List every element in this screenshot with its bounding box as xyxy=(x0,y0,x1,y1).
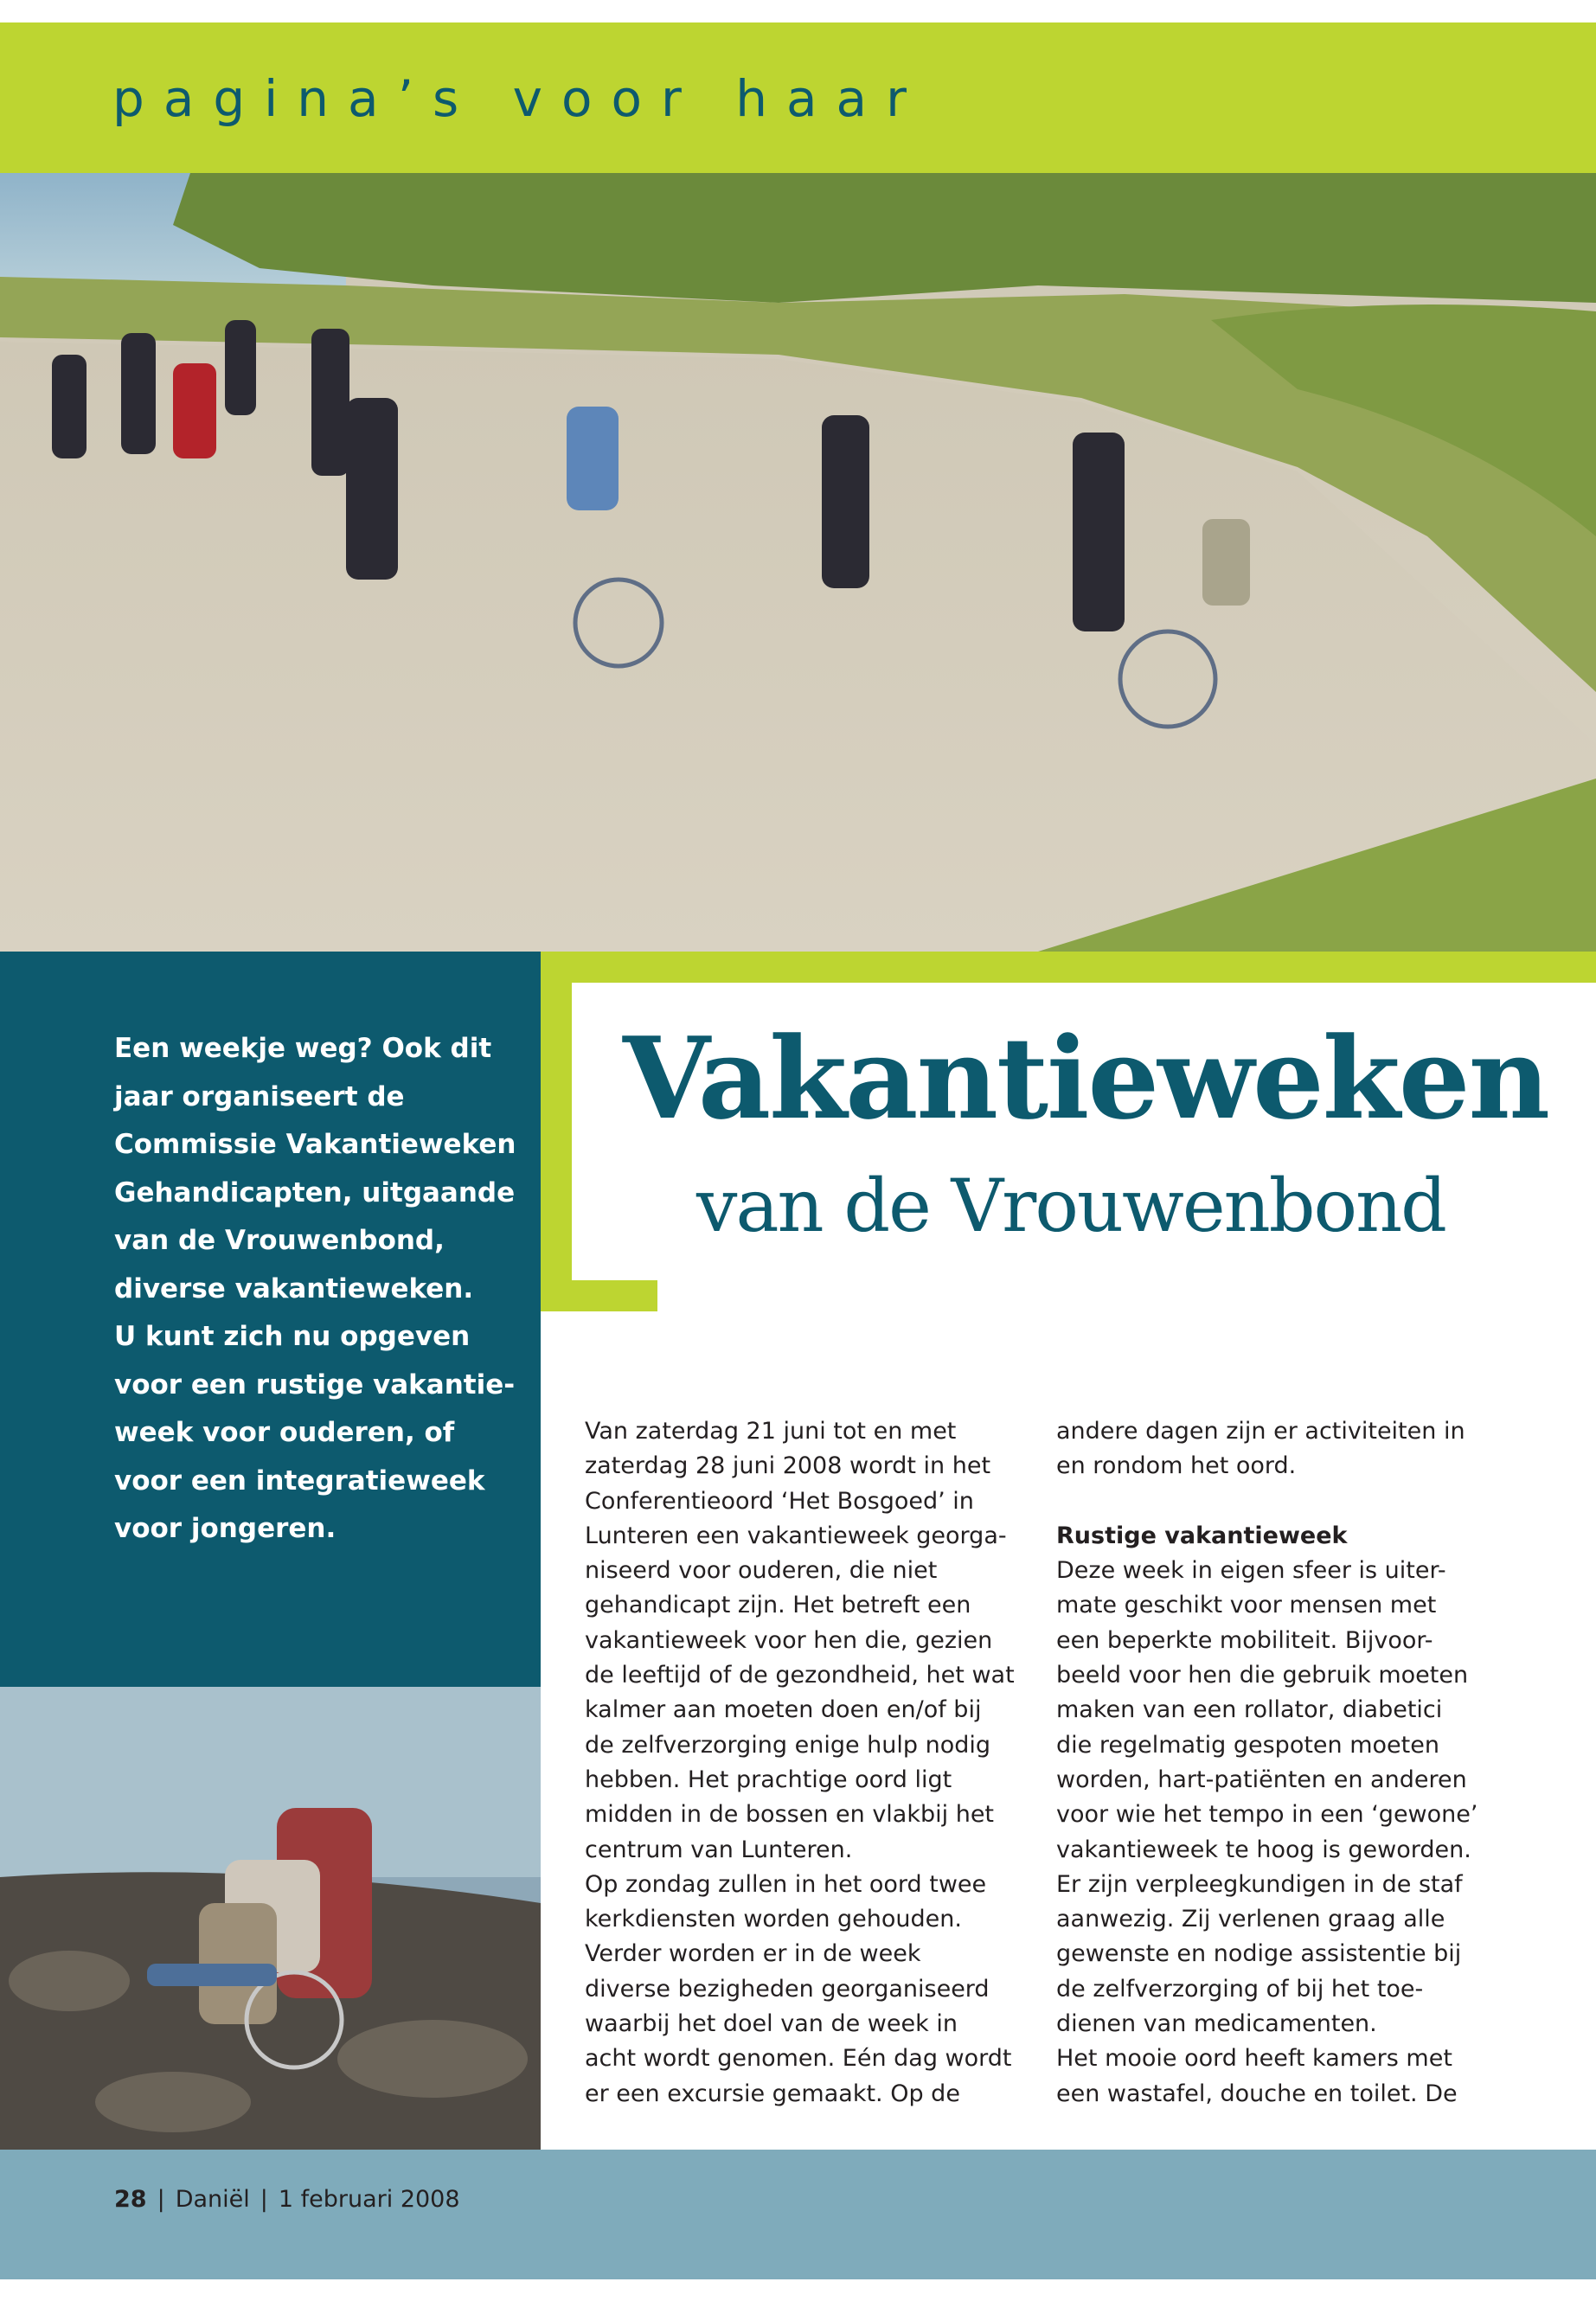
footer-band xyxy=(0,2150,1596,2279)
col2-intro: andere dagen zijn er activiteiten in en rondom het oord. xyxy=(1056,1418,1465,1480)
article-title: Vakantieweken xyxy=(623,1012,1549,1144)
footer-separator: | xyxy=(157,2186,165,2213)
section-label: pagina’s voor haar xyxy=(112,69,926,128)
title-bracket-horizontal xyxy=(541,1280,657,1311)
col2-body: Deze week in eigen sfeer is uiter- mate geschikt voor mensen met een beperkte mobiliteit. Bijvoor- beeld voor hen die gebruik moeten maken van een rollator, diabetici die regelmatig gespoten moeten worden, hart-patiënten en anderen voor wie het tempo in een ‘gewone’ vakantieweek te hoog is geworden. Er zijn verpleegkundigen in de staf aanwezig. Zij verlenen graag alle gewenste en nodige assistentie bij de zelfverzorging of bij het toe- dienen van medicamenten. Het mooie oord heeft kamers met een wastafel, douche en toilet. De xyxy=(1056,1557,1478,2107)
footer xyxy=(114,2186,460,2213)
intro-text: Een weekje weg? Ook dit jaar organiseert de Commissie Vakantieweken Gehandicapten, uitgaande van de Vrouwenbond, diverse vakantieweken. U kunt zich nu opgeven voor een rustige vakantie- week voor ouderen, of voor een integratieweek voor jongeren. xyxy=(114,1033,516,1544)
section-heading: Rustige vakantieweek xyxy=(1056,1522,1348,1549)
hero-photo xyxy=(0,173,1596,952)
body-column-2 xyxy=(1056,1414,1506,2112)
footer-separator: | xyxy=(260,2186,268,2213)
page-number: 28 xyxy=(114,2186,147,2213)
wheelchair-photo xyxy=(0,1687,541,2150)
title-bracket-vertical xyxy=(541,952,572,1311)
magazine-name: Daniël xyxy=(175,2186,250,2213)
body-column-1: Van zaterdag 21 juni tot en met zaterdag 28 juni 2008 wordt in het Conferentieoord ‘Het Bosgoed’ in Lunteren een vakantieweek georga- niseerd voor ouderen, die niet gehandicapt zijn. Het betreft een vakantieweek voor hen die, gezien de leeftijd of de gezondheid, het wat kalmer aan moeten doen en/of bij de zelfverzorging enige hulp nodig hebben. Het prachtige oord ligt midden in de bossen en vlakbij het centrum van Lunteren. Op zondag zullen in het oord twee kerkdiensten worden gehouden. Verder worden er in de week diverse bezigheden georganiseerd waarbij het doel van de week in acht wordt genomen. Eén dag wordt er een excursie gemaakt. Op de xyxy=(585,1418,1015,2107)
issue-date: 1 februari 2008 xyxy=(278,2186,460,2213)
lime-strip xyxy=(541,952,1596,983)
article-subtitle: van de Vrouwenbond xyxy=(696,1163,1445,1248)
